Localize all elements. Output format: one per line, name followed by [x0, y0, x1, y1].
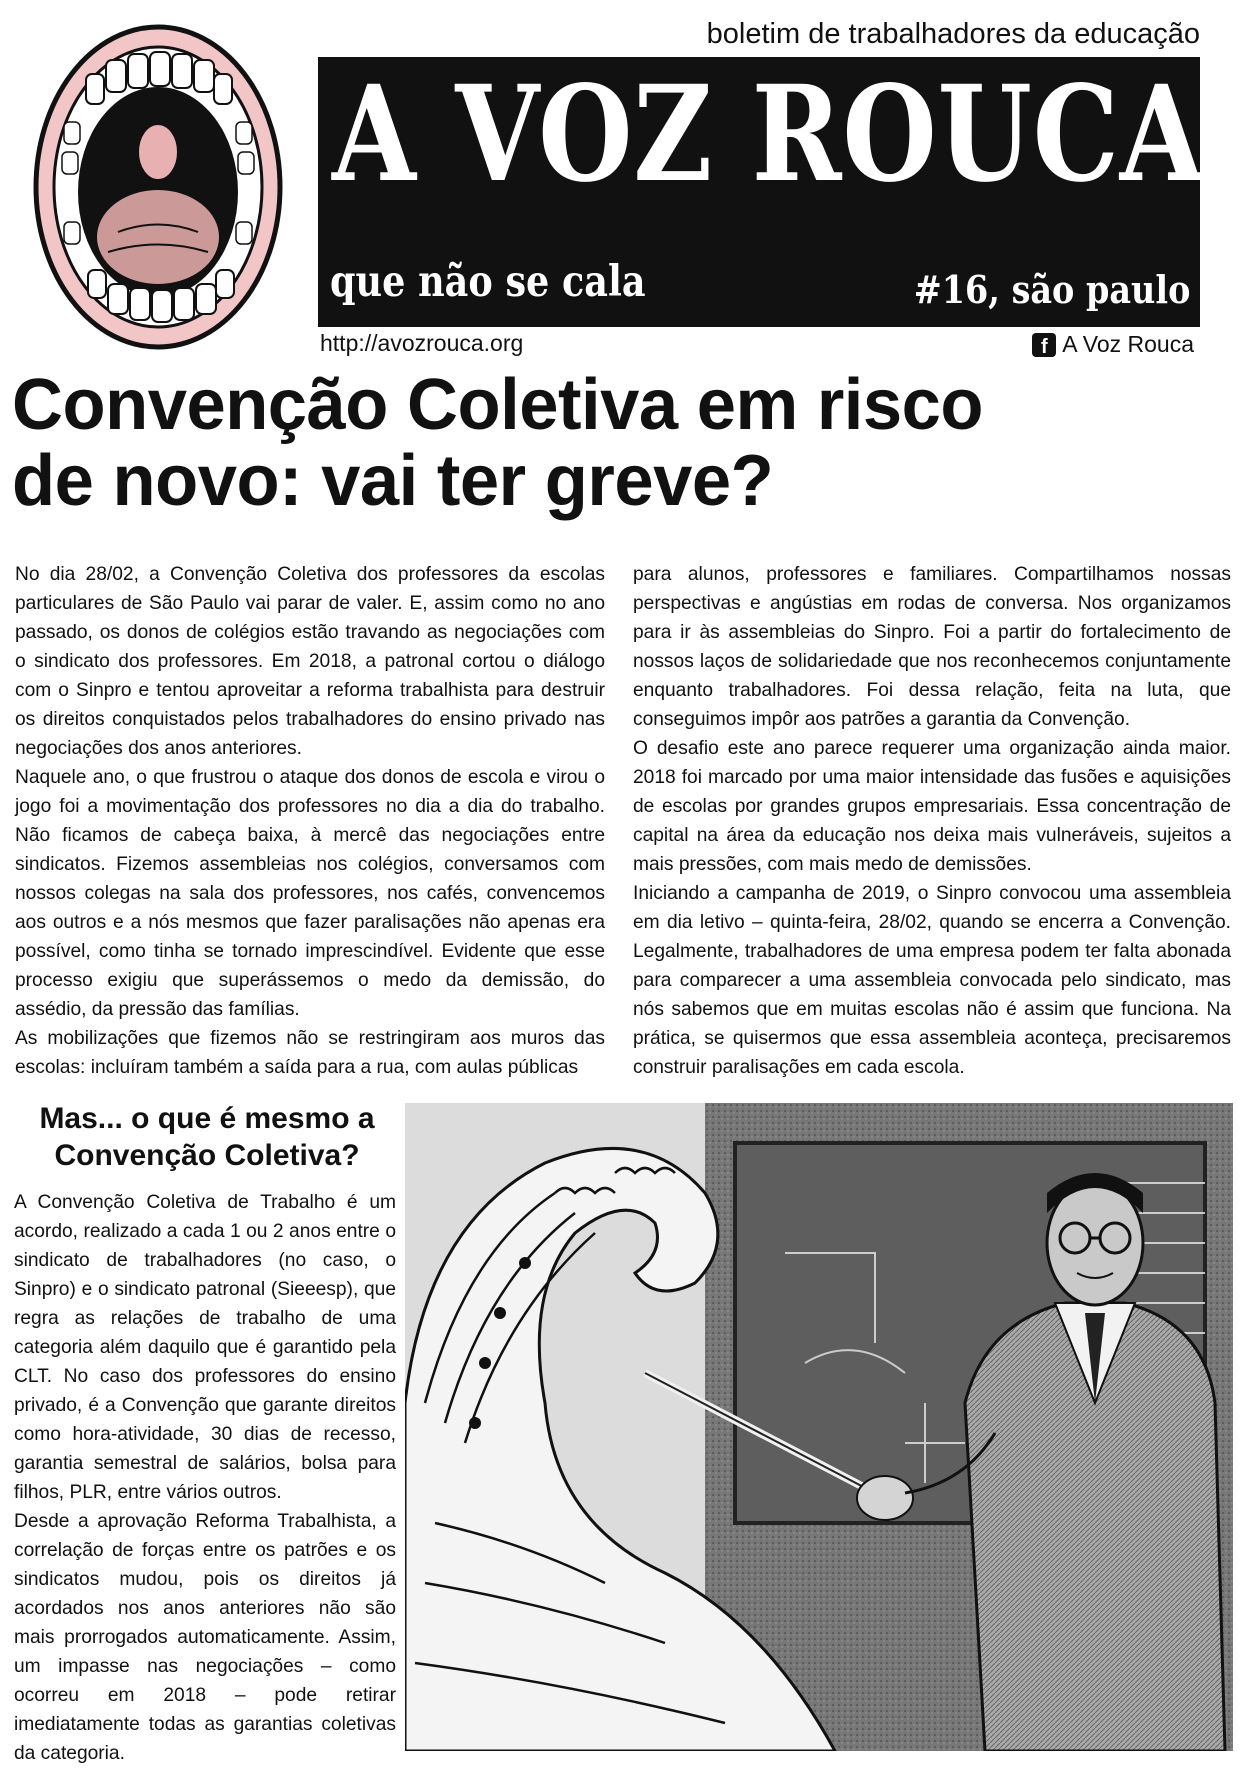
sidebar-paragraph: Desde a aprovação Reforma Trabalhista, a correlação de forças entre os patrões e os sindicatos mudou, pois os direitos já acordados nos anos anteriores não são mais prorrogados automaticamente. Assim, um impasse nas negociações – como ocorreu em 2018 – pode retirar imediatamente todas as garantias coletivas da categoria.: [14, 1511, 396, 1764]
open-mouth-icon: [28, 22, 288, 352]
sidebar-paragraph: A Convenção Coletiva de Trabalho é um acordo, realizado a cada 1 ou 2 anos entre o sindicato de trabalhadores (no caso, o Sinpro) e o sindicato patronal (Sieeesp), que regra as relações de trabalho de uma categoria além daquilo que é garantido pela CLT. No caso dos professores do ensino privado, é a Convenção que garante direitos como hora-atividade, 30 dias de recesso, garantia semestral de salários, bolsa para filhos, PLR, entre vários outros.: [14, 1192, 396, 1503]
article-paragraph: para alunos, professores e familiares. Compartilhamos nossas perspectivas e angústias em rodas de conversa. Nos organizamos para ir às assembleias do Sinpro. Foi a partir do fortalecimento de nossos laços de solidariedade que nos reconhecemos conjuntamente enquanto trabalhadores. Foi dessa relação, feita na luta, que conseguimos impôr aos patrões a garantia da Convenção.: [633, 564, 1231, 730]
facebook-label: A Voz Rouca: [1062, 331, 1194, 357]
sidebar-title-line-1: Mas... o que é mesmo a: [39, 1102, 375, 1135]
headline-line-2: de novo: vai ter greve?: [12, 440, 774, 521]
article-column-left: [15, 560, 605, 1082]
issue-label: #16, são paulo: [913, 267, 1190, 312]
article-paragraph: Naquele ano, o que frustrou o ataque dos donos de escola e virou o jogo foi a movimentação dos professores no dia a dia do trabalho. Não ficamos de cabeça baixa, à mercê das negociações entre sindicatos. Fizemos assembleias nos colégios, conversamos com nossos colegas na sala dos professores, nos cafés, convencemos aos outros e a nós mesmos que fazer paralisações não apenas era possível, como tinha se tornado imprescindível. Evidente que esse processo exigiu que superássemos o medo da demissão, do assédio, da pressão das famílias.: [15, 767, 605, 1020]
sidebar-title: [12, 1100, 402, 1174]
masthead-kicker: boletim de trabalhadores da educação: [706, 18, 1200, 50]
masthead-subtitle: que não se cala: [330, 257, 646, 307]
masthead-title: A VOZ ROUCA: [332, 57, 1205, 212]
headline-line-1: Convenção Coletiva em risco: [12, 365, 984, 445]
article-paragraph: As mobilizações que fizemos não se restringiram aos muros das escolas: incluíram também a saída para a rua, com aulas públicas: [15, 1028, 605, 1078]
article-column-right: [633, 560, 1231, 1082]
article-paragraph: Iniciando a campanha de 2019, o Sinpro convocou uma assembleia em dia letivo – quinta-feira, 28/02, quando se encerra a Convenção. Legalmente, trabalhadores de uma empresa podem ter falta abonada para comparecer a uma assembleia convocada pelo sindicato, mas nós sabemos que em muitas escolas não é assim que funciona. Na prática, se quisermos que essa assembleia aconteça, precisaremos construir paralisações em cada escola.: [633, 883, 1231, 1078]
article-paragraph: O desafio este ano parece requerer uma organização ainda maior. 2018 foi marcado por uma maior intensidade das fusões e aquisições de escolas por grandes grupos empresariais. Essa concentração de capital na área da educação nos deixa mais vulneráveis, sujeitos a mais pressões, com mais medo de demissões.: [633, 738, 1231, 875]
facebook-icon: f: [1032, 333, 1056, 357]
sidebar-title-line-2: Convenção Coletiva?: [54, 1139, 360, 1172]
sidebar-text: [14, 1188, 396, 1768]
facebook-link[interactable]: [1032, 331, 1194, 358]
teacher-photo: [405, 1103, 1233, 1751]
masthead-banner: [318, 57, 1205, 327]
article-paragraph: No dia 28/02, a Convenção Coletiva dos professores da escolas particulares de São Paulo vai parar de valer. E, assim como no ano passado, os donos de colégios estão travando as negociações com o sindicato dos professores. Em 2018, a patronal cortou o diálogo com o Sinpro e tentou aproveitar a reforma trabalhista para destruir os direitos conquistados pelos trabalhadores do ensino privado nas negociações dos anos anteriores.: [15, 564, 605, 759]
website-link[interactable]: http://avozrouca.org: [320, 330, 524, 356]
headline: [12, 365, 1208, 521]
